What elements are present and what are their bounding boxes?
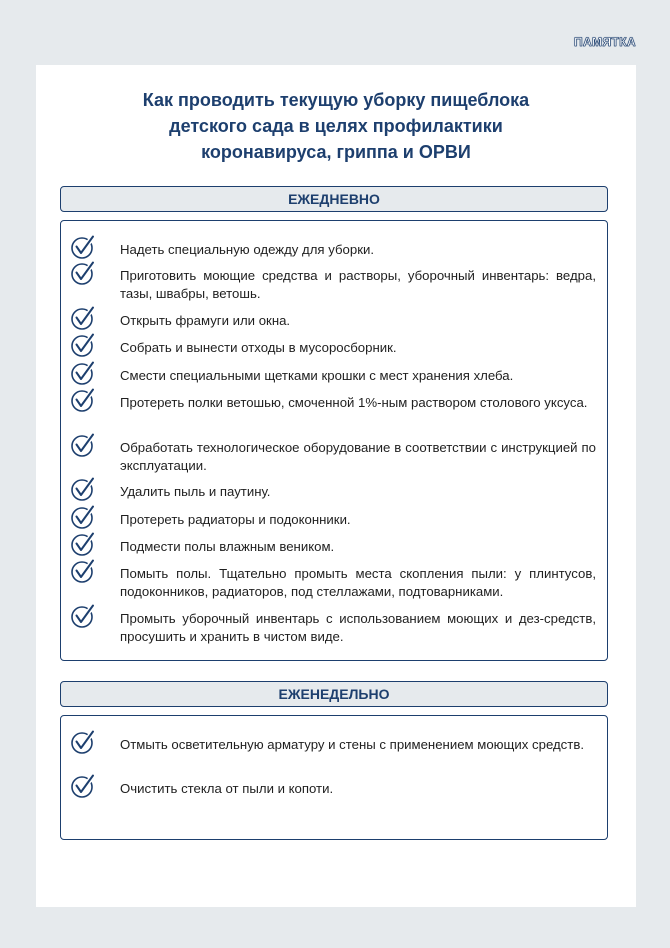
checkmark-circle-icon	[70, 531, 96, 557]
checklist-daily	[60, 220, 608, 661]
checkmark-circle-icon	[70, 558, 96, 584]
title-line: Как проводить текущую уборку пищеблока	[142, 90, 530, 110]
list-item-text: Надеть специальную одежду для уборки.	[120, 242, 375, 257]
checkmark-circle-icon	[70, 360, 96, 386]
page-title	[76, 87, 596, 165]
title-line: детского сада в целях профилактики	[169, 116, 503, 136]
checkmark-circle-icon	[70, 773, 96, 799]
checkmark-circle-icon	[70, 305, 96, 331]
list-item-text: Приготовить моющие средства и растворы, уборочный инвентарь: ведра, тазы, швабры, ветошь.	[120, 268, 596, 301]
list-item-text: Подмести полы влажным веником.	[120, 539, 335, 554]
list-item-text: Очистить стекла от пыли и копоти.	[120, 781, 334, 796]
memo-tag: ПАМЯТКА	[573, 35, 636, 49]
checkmark-circle-icon	[70, 234, 96, 260]
list-item-text: Протереть радиаторы и подоконники.	[120, 512, 351, 527]
section-heading-daily: ЕЖЕДНЕВНО	[60, 186, 608, 212]
checkmark-circle-icon	[70, 729, 96, 755]
memo-sheet	[36, 65, 636, 907]
list-item-text: Обработать технологическое оборудование в соответствии с инструкцией по эксплуатации.	[120, 440, 596, 473]
checkmark-circle-icon	[70, 332, 96, 358]
checkmark-circle-icon	[70, 476, 96, 502]
list-item-text: Удалить пыль и паутину.	[120, 484, 271, 499]
checkmark-circle-icon	[70, 432, 96, 458]
title-line: коронавируса, гриппа и ОРВИ	[201, 142, 471, 162]
checkmark-circle-icon	[70, 260, 96, 286]
list-item-text: Смести специальными щетками крошки с мест хранения хлеба.	[120, 368, 514, 383]
section-heading-weekly: ЕЖЕНЕДЕЛЬНО	[60, 681, 608, 707]
list-item-text: Промыть уборочный инвентарь с использованием моющих и дез-средств, просушить и хранить в чистом виде.	[120, 611, 596, 644]
list-item-text: Собрать и вынести отходы в мусоросборник.	[120, 340, 397, 355]
checkmark-circle-icon	[70, 387, 96, 413]
checkmark-circle-icon	[70, 603, 96, 629]
checklist-weekly	[60, 715, 608, 840]
list-item-text: Протереть полки ветошью, смоченной 1%-ным раствором столового уксуса.	[120, 395, 588, 410]
list-item-text: Отмыть осветительную арматуру и стены с применением моющих средств.	[120, 737, 584, 752]
list-item-text: Открыть фрамуги или окна.	[120, 313, 291, 328]
list-item-text: Помыть полы. Тщательно промыть места скопления пыли: у плинтусов, подоконников, радиаторов, под стеллажами, подтоварниками.	[120, 566, 596, 599]
checkmark-circle-icon	[70, 504, 96, 530]
